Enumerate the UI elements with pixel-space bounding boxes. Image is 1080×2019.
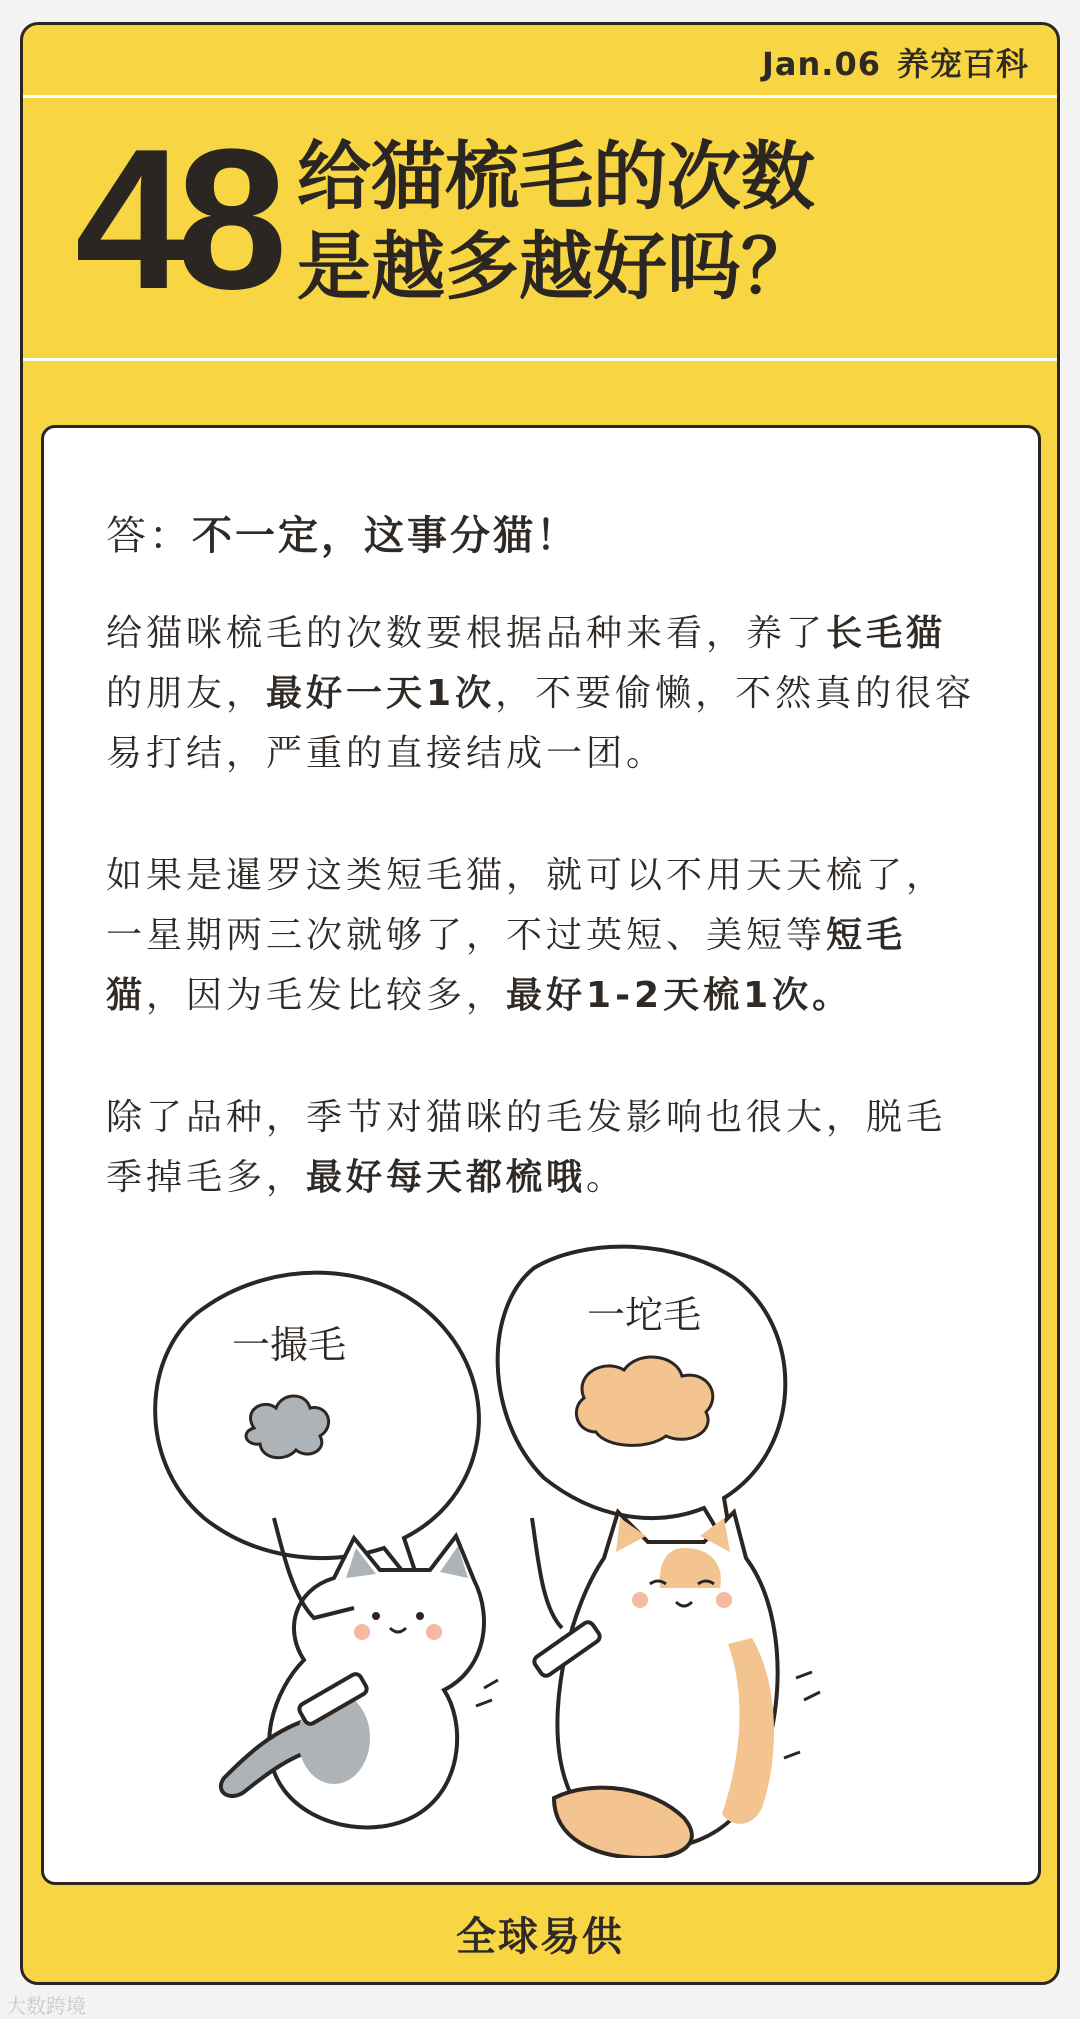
text-run: 除了品种，季节对猫咪的毛发影响也很大，脱毛季掉毛多， [106, 1097, 947, 1198]
text-run-bold: 最好每天都梳哦 [306, 1157, 587, 1198]
bubble-right-text: 一坨毛 [586, 1293, 702, 1337]
brand-footer: 全球易供 [456, 1914, 624, 1960]
answer-line [106, 504, 579, 561]
hero-section [23, 98, 1057, 361]
date-tag [762, 39, 1029, 85]
text-run-bold: 最好1-2天梳1次。 [506, 975, 853, 1016]
title-line-2: 是越多越好吗？ [297, 224, 815, 310]
watermark: 大数跨境 [6, 1994, 86, 2018]
cat-grooming-illustration [84, 1218, 1024, 1858]
date-text: Jan.06 [762, 45, 881, 83]
category-text: 养宠百科 [896, 45, 1029, 83]
text-run: 的朋友， [106, 673, 267, 714]
issue-number: 48 [75, 108, 278, 331]
paragraph-2 [106, 846, 982, 1026]
grey-cat-illustration [221, 1518, 484, 1827]
poster-card [20, 22, 1060, 1985]
text-run-bold: 长毛猫 [826, 613, 947, 654]
content-panel [41, 425, 1041, 1885]
bubble-left-text: 一撮毛 [231, 1323, 347, 1367]
title-line-1: 给猫梳毛的次数 [297, 134, 815, 220]
answer-text: 不一定，这事分猫！ [192, 513, 579, 559]
paragraph-3 [106, 1088, 982, 1208]
page-title [297, 132, 1017, 312]
answer-prefix: 答： [106, 513, 192, 559]
text-run: 。 [586, 1157, 627, 1198]
speech-bubble-right [498, 1247, 786, 1558]
text-run: 如果是暹罗这类短毛猫，就可以不用天天梳了，一星期两三次就够了，不过英短、美短等 [106, 855, 947, 956]
paragraph-1 [106, 604, 982, 784]
text-run: 给猫咪梳毛的次数要根据品种来看，养了 [106, 613, 827, 654]
orange-cat-illustration [476, 1512, 820, 1858]
text-run: ，因为毛发比较多， [146, 975, 507, 1016]
text-run-bold: 最好一天1次 [266, 673, 496, 714]
text-run: ，不要偷懒，不然真的很容易打结，严重的直接结成一团。 [106, 673, 976, 774]
text-run-bold: 短毛猫 [106, 915, 907, 1016]
top-bar [23, 25, 1057, 98]
speech-bubble-left [155, 1273, 479, 1598]
